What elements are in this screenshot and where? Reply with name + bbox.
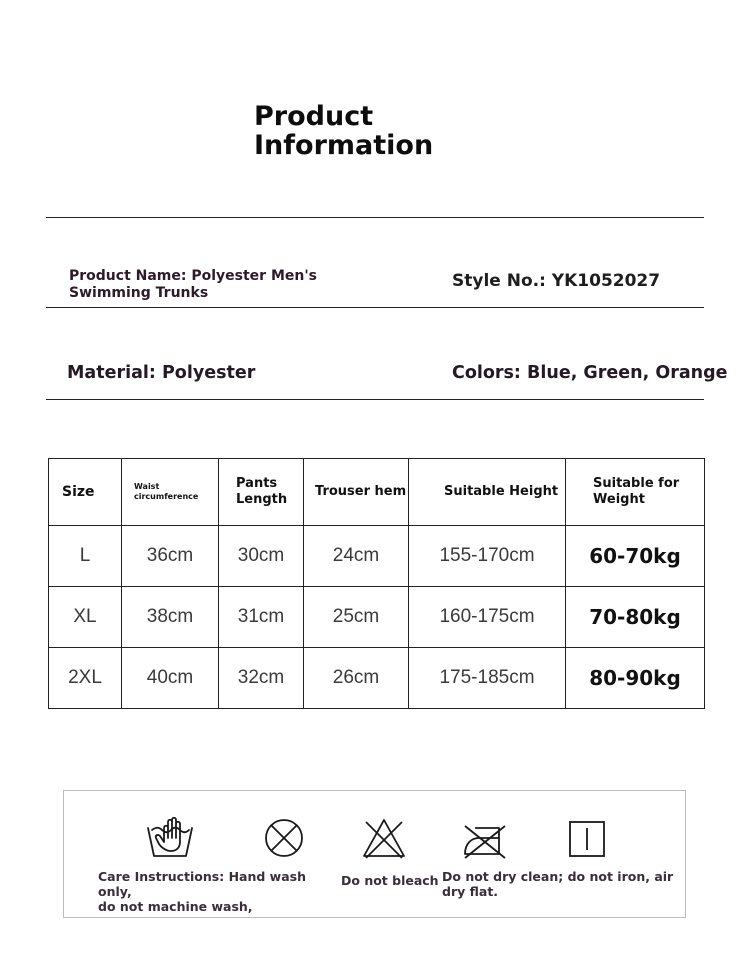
care-text-dryclean-line2: dry flat. [442, 884, 499, 899]
cell-size: 2XL [49, 648, 122, 709]
header-waist-line1: Waist [134, 482, 160, 491]
divider-top [46, 217, 704, 218]
care-text-bleach: Do not bleach [341, 873, 439, 888]
line-dry-icon [563, 814, 611, 862]
header-size-label: Size [62, 484, 95, 500]
cell-hem: 26cm [304, 648, 409, 709]
do-not-bleach-icon [360, 814, 408, 862]
care-text-dryclean-line1: Do not dry clean; do not iron, air [442, 869, 674, 884]
care-text-handwash-line1: Care Instructions: Hand wash only, [98, 869, 306, 899]
divider-middle [46, 307, 704, 308]
product-name-line2: Swimming Trunks [69, 285, 209, 301]
header-hem-label: Trouser hem [315, 484, 407, 499]
do-not-iron-icon [461, 814, 509, 862]
cell-height: 160-175cm [409, 587, 566, 648]
cell-length: 32cm [219, 648, 304, 709]
product-name [69, 268, 369, 302]
size-table [48, 458, 705, 709]
table-row [49, 648, 705, 709]
header-pants-line1: Pants [236, 476, 278, 491]
page-title-line2: Information [254, 130, 434, 161]
divider-bottom [46, 399, 704, 400]
care-text-dryclean [442, 869, 682, 899]
cell-weight: 80-90kg [566, 648, 705, 709]
header-pants-length [219, 459, 304, 526]
cell-size: L [49, 526, 122, 587]
care-text-handwash [98, 869, 338, 914]
cell-weight: 70-80kg [566, 587, 705, 648]
colors: Colors: Blue, Green, Orange [452, 363, 728, 383]
header-trouser-hem [304, 459, 409, 526]
header-weight-line2: Weight [593, 492, 645, 507]
hand-wash-icon [146, 814, 194, 862]
header-suitable-weight [566, 459, 705, 526]
header-weight-line1: Suitable for [593, 476, 680, 491]
cell-waist: 40cm [122, 648, 219, 709]
cell-height: 175-185cm [409, 648, 566, 709]
cell-waist: 36cm [122, 526, 219, 587]
page-title-line1: Product [254, 101, 374, 132]
cell-height: 155-170cm [409, 526, 566, 587]
material: Material: Polyester [67, 363, 256, 383]
do-not-tumble-dry-icon [260, 814, 308, 862]
header-pants-line2: Length [236, 492, 288, 507]
cell-length: 30cm [219, 526, 304, 587]
product-name-line1: Product Name: Polyester Men's [69, 268, 317, 284]
cell-hem: 24cm [304, 526, 409, 587]
header-size [49, 459, 122, 526]
page-title [254, 102, 494, 160]
care-text-handwash-line2: do not machine wash, [98, 899, 253, 914]
cell-hem: 25cm [304, 587, 409, 648]
table-header-row [49, 459, 705, 526]
cell-size: XL [49, 587, 122, 648]
cell-waist: 38cm [122, 587, 219, 648]
header-suitable-height [409, 459, 566, 526]
cell-weight: 60-70kg [566, 526, 705, 587]
header-waist [122, 459, 219, 526]
style-number: Style No.: YK1052027 [452, 271, 661, 291]
cell-length: 31cm [219, 587, 304, 648]
table-row [49, 526, 705, 587]
table-row [49, 587, 705, 648]
header-waist-line2: circumference [134, 492, 199, 501]
header-height-label: Suitable Height [444, 484, 559, 499]
